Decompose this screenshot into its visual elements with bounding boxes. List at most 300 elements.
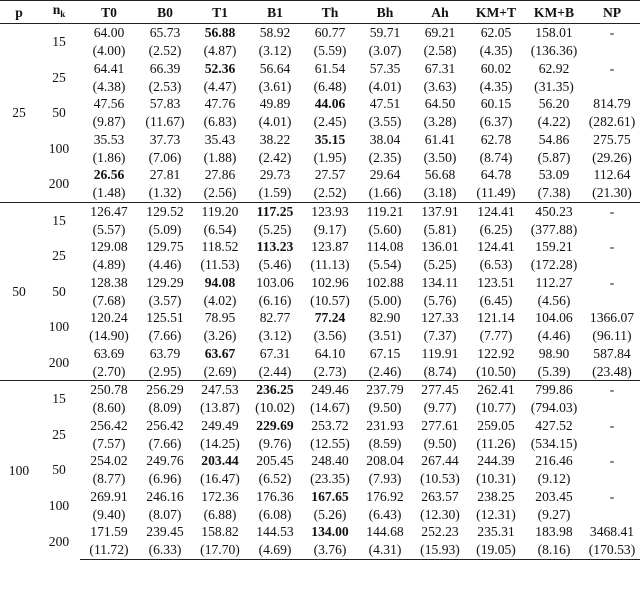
nk-value-cell: 200 [48,533,70,549]
sd-cell-bh: (3.51) [368,328,402,344]
sd-cell-km-t: (6.37) [479,114,513,130]
sd-cell-b0: (2.53) [148,78,182,94]
mean-cell-t1: 27.86 [204,167,236,183]
mean-cell-np: - [609,60,615,76]
nk-value-cell: 25 [52,69,66,85]
table-row [0,274,640,292]
sd-cell-th: (12.55) [310,435,350,451]
mean-cell-km-b: 216.46 [535,453,573,469]
mean-cell-np: - [584,24,640,42]
sd-cell-km-t: (8.74) [479,149,513,165]
mean-cell-bh: 59.71 [358,24,412,42]
mean-cell-b1: 236.25 [248,381,302,399]
sd-cell-t1: (6.83) [203,114,237,130]
sd-cell-ah: (8.74) [423,363,457,379]
sd-cell-np [584,434,640,452]
sd-cell-np [584,470,640,488]
mean-cell-bh: 47.51 [369,96,401,112]
table-row-sd [0,541,640,559]
mean-cell-b1: 229.69 [256,417,294,433]
sd-cell-bh: (4.01) [368,78,402,94]
nk-value-cell: 25 [52,248,66,264]
table-row-sd [0,399,640,417]
sd-cell-b1: (5.25) [258,221,292,237]
sd-cell-t1: (17.70) [192,541,248,559]
sd-cell-ah: (9.50) [423,435,457,451]
table-row [0,95,640,113]
sd-cell-t0: (4.38) [92,78,126,94]
mean-cell-b1: 38.22 [259,131,291,147]
header-np: NP [584,1,640,24]
sd-cell-b1: (2.44) [258,363,292,379]
mean-cell-th: 123.87 [311,239,349,255]
mean-cell-np: - [584,381,640,399]
sd-cell-bh: (9.50) [368,400,402,416]
mean-cell-t1: 203.44 [201,453,239,469]
mean-cell-np: - [609,274,615,290]
mean-cell-ah: 134.11 [421,274,459,290]
sd-cell-b0: (8.09) [148,400,182,416]
mean-cell-ah: 64.50 [424,96,456,112]
sd-cell-b1: (4.69) [248,541,302,559]
group-p-50 [0,202,640,381]
sd-cell-np: (21.30) [592,185,632,201]
sd-cell-t0: (1.48) [92,185,126,201]
sd-cell-km-t: (4.35) [479,78,513,94]
sd-cell-th: (23.35) [310,471,350,487]
mean-cell-bh: 102.88 [366,274,404,290]
sd-cell-th: (14.67) [310,400,350,416]
table-row [0,131,640,149]
sd-cell-t1: (4.02) [203,292,237,308]
mean-cell-np: - [609,453,615,469]
mean-cell-b0: 256.42 [146,417,184,433]
sd-cell-bh: (3.55) [368,114,402,130]
sd-cell-km-t: (6.25) [479,221,513,237]
mean-cell-t1: 94.08 [204,274,236,290]
mean-cell-bh: 38.04 [369,131,401,147]
mean-cell-km-b: 450.23 [524,202,584,220]
sd-cell-b1: (6.08) [258,506,292,522]
mean-cell-km-t: 124.41 [468,202,524,220]
table-row-sd [0,220,640,238]
mean-cell-b0: 249.76 [146,453,184,469]
mean-cell-km-b: 98.90 [538,345,570,361]
mean-cell-t1: 247.53 [192,381,248,399]
table-row-sd [0,256,640,274]
sd-cell-bh: (8.59) [368,435,402,451]
mean-cell-b1: 144.53 [256,524,294,540]
mean-cell-km-t: 64.78 [480,167,512,183]
table-row-sd [0,470,640,488]
nk-value-cell: 50 [52,105,66,121]
sd-cell-th: (2.73) [313,363,347,379]
sd-cell-km-b: (534.15) [530,435,578,451]
group-p-100 [0,381,640,560]
sd-cell-th: (9.17) [313,221,347,237]
sd-cell-bh: (2.35) [368,149,402,165]
table-row [0,309,640,327]
mean-cell-km-b: 104.06 [535,310,573,326]
mean-cell-km-t: 124.41 [477,239,515,255]
mean-cell-b0: 27.81 [149,167,181,183]
sd-cell-t0: (11.72) [80,541,138,559]
sd-cell-km-b: (9.27) [537,506,571,522]
mean-cell-np: 3468.41 [589,524,635,540]
sd-cell-bh: (2.46) [368,363,402,379]
sd-cell-ah: (12.30) [420,506,460,522]
sd-cell-bh: (5.54) [368,257,402,273]
header-km-b: KM+B [524,1,584,24]
mean-cell-t0: 120.24 [90,310,128,326]
sd-cell-b1: (5.46) [258,257,292,273]
sd-cell-b0: (2.95) [148,363,182,379]
nk-value-cell: 200 [48,354,70,370]
sd-cell-bh: (4.31) [358,541,412,559]
header-b0: B0 [138,1,192,24]
mean-cell-bh: 57.35 [369,60,401,76]
mean-cell-t1: 118.52 [201,239,239,255]
sd-cell-th: (3.76) [302,541,358,559]
sd-cell-bh: (3.07) [368,43,402,59]
mean-cell-t0: 47.56 [93,96,125,112]
sd-cell-km-b: (4.56) [537,292,571,308]
sd-cell-t0: (9.40) [92,506,126,522]
mean-cell-km-b: 159.21 [535,239,573,255]
mean-cell-th: 102.96 [311,274,349,290]
mean-cell-th: 167.65 [311,488,349,504]
mean-cell-t0: 63.69 [93,345,125,361]
table-row-sd [0,434,640,452]
mean-cell-t1: 52.36 [204,60,236,76]
mean-cell-t1: 249.49 [201,417,239,433]
mean-cell-th: 77.24 [314,310,346,326]
sd-cell-t0: (2.70) [92,363,126,379]
sd-cell-km-t: (6.45) [479,292,513,308]
sd-cell-np [584,505,640,523]
mean-cell-ah: 61.41 [424,131,456,147]
sd-cell-km-b: (4.46) [537,328,571,344]
nk-value-cell: 100 [48,140,70,156]
sd-cell-t0: (7.57) [92,435,126,451]
sd-cell-b1: (1.59) [258,185,292,201]
table-row [0,381,640,399]
mean-cell-km-t: 60.15 [480,96,512,112]
mean-cell-ah: 267.44 [421,453,459,469]
mean-cell-np: - [609,488,615,504]
sd-cell-ah: (3.63) [423,78,457,94]
table-row-sd [0,291,640,309]
sd-cell-ah: (3.50) [423,149,457,165]
sd-cell-th: (5.59) [313,43,347,59]
table-row-sd [0,113,640,131]
mean-cell-t1: 35.43 [204,131,236,147]
sd-cell-b1: (3.12) [258,328,292,344]
nk-value-cell: 15 [38,381,80,417]
mean-cell-km-b: 62.92 [538,60,570,76]
mean-cell-b0: 239.45 [146,524,184,540]
mean-cell-th: 253.72 [311,417,349,433]
table-row-sd [0,505,640,523]
table-row [0,166,640,184]
group-p-25 [0,24,640,203]
sd-cell-th: (2.45) [313,114,347,130]
mean-cell-th: 27.57 [314,167,346,183]
mean-cell-b0: 129.52 [138,202,192,220]
mean-cell-bh: 237.79 [358,381,412,399]
sd-cell-b0: (1.32) [148,185,182,201]
sd-cell-b1: (6.16) [258,292,292,308]
mean-cell-t0: 26.56 [93,167,125,183]
sd-cell-np: (96.11) [592,328,632,344]
mean-cell-ah: 67.31 [424,60,456,76]
sd-cell-b0: (6.33) [138,541,192,559]
mean-cell-bh: 144.68 [366,524,404,540]
mean-cell-bh: 119.21 [358,202,412,220]
mean-cell-km-b: 53.09 [538,167,570,183]
sd-cell-km-b: (8.16) [524,541,584,559]
sd-cell-t1: (14.25) [200,435,240,451]
sd-cell-t0: (1.86) [92,149,126,165]
sd-cell-np: (29.26) [592,149,632,165]
table-row [0,417,640,435]
mean-cell-km-b: 203.45 [535,488,573,504]
header-b1: B1 [248,1,302,24]
mean-cell-ah: 252.23 [421,524,459,540]
mean-cell-ah: 277.61 [421,417,459,433]
mean-cell-t1: 172.36 [201,488,239,504]
mean-cell-b1: 67.31 [259,345,291,361]
sd-cell-km-t: (10.77) [476,400,516,416]
table-row-sd [0,327,640,345]
sd-cell-b1: (3.12) [258,43,292,59]
table-row-sd [0,42,640,60]
p-value-cell: 50 [0,202,38,381]
sd-cell-b0: (7.66) [148,435,182,451]
mean-cell-bh: 176.92 [366,488,404,504]
sd-cell-t1: (4.47) [203,78,237,94]
sd-cell-b0: (7.66) [148,328,182,344]
table-row [0,523,640,541]
sd-cell-t1: (1.88) [203,149,237,165]
mean-cell-ah: 277.45 [412,381,468,399]
sd-cell-km-t: (10.50) [476,363,516,379]
sd-cell-t0: (4.89) [92,257,126,273]
nk-value-cell: 100 [48,319,70,335]
mean-cell-b1: 205.45 [256,453,294,469]
nk-value-cell: 15 [38,24,80,60]
header-row [0,1,640,24]
sd-cell-t1: (3.26) [203,328,237,344]
mean-cell-b1: 117.25 [248,202,302,220]
nk-value-cell: 200 [48,176,70,192]
mean-cell-np: 1366.07 [589,310,635,326]
mean-cell-km-b: 183.98 [535,524,573,540]
sd-cell-km-b: (5.39) [537,363,571,379]
sd-cell-b1: (3.61) [258,78,292,94]
sd-cell-t0: (7.68) [92,292,126,308]
header-n: n [52,2,61,17]
mean-cell-ah: 137.91 [412,202,468,220]
header-bh: Bh [358,1,412,24]
mean-cell-b1: 103.06 [256,274,294,290]
mean-cell-th: 35.15 [314,131,346,147]
mean-cell-t0: 126.47 [80,202,138,220]
mean-cell-t1: 158.82 [201,524,239,540]
sd-cell-km-t: (10.31) [476,471,516,487]
table-row [0,488,640,506]
mean-cell-t0: 129.08 [90,239,128,255]
mean-cell-np: 112.64 [593,167,631,183]
mean-cell-ah: 56.68 [424,167,456,183]
sd-cell-km-t: (4.35) [479,43,513,59]
mean-cell-t0: 64.41 [93,60,125,76]
mean-cell-t0: 128.38 [90,274,128,290]
mean-cell-np: 587.84 [593,345,631,361]
sd-cell-km-b: (136.36) [530,43,578,59]
sd-cell-b0: (6.96) [148,471,182,487]
sd-cell-ah: (3.28) [423,114,457,130]
header-t0: T0 [80,1,138,24]
p-value-cell: 100 [0,381,38,560]
mean-cell-b0: 129.75 [146,239,184,255]
mean-cell-bh: 82.90 [369,310,401,326]
sd-cell-th: (6.48) [313,78,347,94]
mean-cell-km-b: 158.01 [524,24,584,42]
mean-cell-t0: 171.59 [90,524,128,540]
sd-cell-th: (5.26) [313,506,347,522]
sd-cell-km-b: (9.12) [537,471,571,487]
sd-cell-km-t: (11.49) [476,185,516,201]
mean-cell-t1: 119.20 [192,202,248,220]
mean-cell-ah: 119.91 [421,345,459,361]
nk-value-cell: 50 [52,462,66,478]
sd-cell-ah: (5.25) [423,257,457,273]
mean-cell-b1: 176.36 [256,488,294,504]
sd-cell-t1: (4.87) [203,43,237,59]
table-row [0,238,640,256]
sd-cell-km-t: (19.05) [468,541,524,559]
nk-value-cell: 25 [52,426,66,442]
mean-cell-th: 61.54 [314,60,346,76]
mean-cell-b1: 56.64 [259,60,291,76]
mean-cell-np: - [584,202,640,220]
mean-cell-km-t: 60.02 [480,60,512,76]
sd-cell-th: (3.56) [313,328,347,344]
mean-cell-t0: 269.91 [90,488,128,504]
mean-cell-b0: 65.73 [138,24,192,42]
sd-cell-th: (2.52) [313,185,347,201]
sd-cell-km-b: (377.88) [530,221,578,237]
mean-cell-km-b: 427.52 [535,417,573,433]
mean-cell-b1: 82.77 [259,310,291,326]
table-row-sd [0,148,640,166]
nk-value-cell: 50 [52,283,66,299]
sd-cell-np: (282.61) [588,114,636,130]
table-row [0,202,640,220]
mean-cell-th: 134.00 [311,524,349,540]
mean-cell-t0: 256.42 [90,417,128,433]
table-row-sd [0,362,640,380]
sd-cell-np [584,399,640,417]
mean-cell-b0: 129.29 [146,274,184,290]
mean-cell-t0: 64.00 [80,24,138,42]
table-row [0,452,640,470]
sd-cell-b0: (8.07) [148,506,182,522]
p-value-cell: 25 [0,24,38,203]
sd-cell-bh: (5.60) [368,221,402,237]
sd-cell-km-b: (7.38) [537,185,571,201]
mean-cell-km-b: 54.86 [538,131,570,147]
sd-cell-t1: (16.47) [200,471,240,487]
sd-cell-np: (23.48) [592,363,632,379]
sd-cell-km-t: (11.26) [476,435,516,451]
sd-cell-km-t: (12.31) [476,506,516,522]
mean-cell-km-t: 244.39 [477,453,515,469]
mean-cell-km-t: 123.51 [477,274,515,290]
mean-cell-km-t: 235.31 [477,524,515,540]
sd-cell-b0: (11.67) [145,114,185,130]
mean-cell-bh: 29.64 [369,167,401,183]
table-row-sd [0,77,640,95]
sd-cell-b1: (9.76) [258,435,292,451]
sd-cell-b0: (7.06) [148,149,182,165]
mean-cell-t1: 78.95 [204,310,236,326]
sd-cell-bh: (6.43) [368,506,402,522]
mean-cell-km-t: 262.41 [468,381,524,399]
mean-cell-km-t: 259.05 [477,417,515,433]
header-n-k [38,1,80,24]
sd-cell-ah: (10.53) [420,471,460,487]
mean-cell-np: 814.79 [593,96,631,112]
sd-cell-b0: (4.46) [148,257,182,273]
sd-cell-np [584,42,640,60]
mean-cell-ah: 69.21 [412,24,468,42]
mean-cell-t0: 250.78 [80,381,138,399]
mean-cell-b0: 63.79 [149,345,181,361]
mean-cell-ah: 263.57 [421,488,459,504]
mean-cell-b1: 49.89 [259,96,291,112]
sd-cell-np [584,77,640,95]
sd-cell-np: (170.53) [584,541,640,559]
sd-cell-t0: (8.60) [92,400,126,416]
sd-cell-ah: (15.93) [412,541,468,559]
mean-cell-ah: 136.01 [421,239,459,255]
mean-cell-b0: 246.16 [146,488,184,504]
mean-cell-th: 64.10 [314,345,346,361]
sd-cell-t0: (9.87) [92,114,126,130]
sd-cell-b0: (2.52) [148,43,182,59]
mean-cell-b0: 256.29 [138,381,192,399]
mean-cell-t0: 35.53 [93,131,125,147]
sd-cell-t1: (2.56) [203,185,237,201]
sd-cell-ah: (9.77) [423,400,457,416]
sd-cell-bh: (5.00) [368,292,402,308]
sd-cell-t0: (5.57) [92,221,126,237]
header-t1: T1 [192,1,248,24]
sd-cell-np [584,291,640,309]
sd-cell-km-b: (4.22) [537,114,571,130]
mean-cell-ah: 127.33 [421,310,459,326]
sd-cell-b1: (4.01) [258,114,292,130]
sd-cell-t1: (13.87) [200,400,240,416]
sd-cell-km-t: (7.77) [479,328,513,344]
table-row [0,60,640,78]
sd-cell-km-b: (172.28) [530,257,578,273]
mean-cell-th: 123.93 [302,202,358,220]
sd-cell-bh: (1.66) [368,185,402,201]
sd-cell-t1: (11.53) [200,257,240,273]
